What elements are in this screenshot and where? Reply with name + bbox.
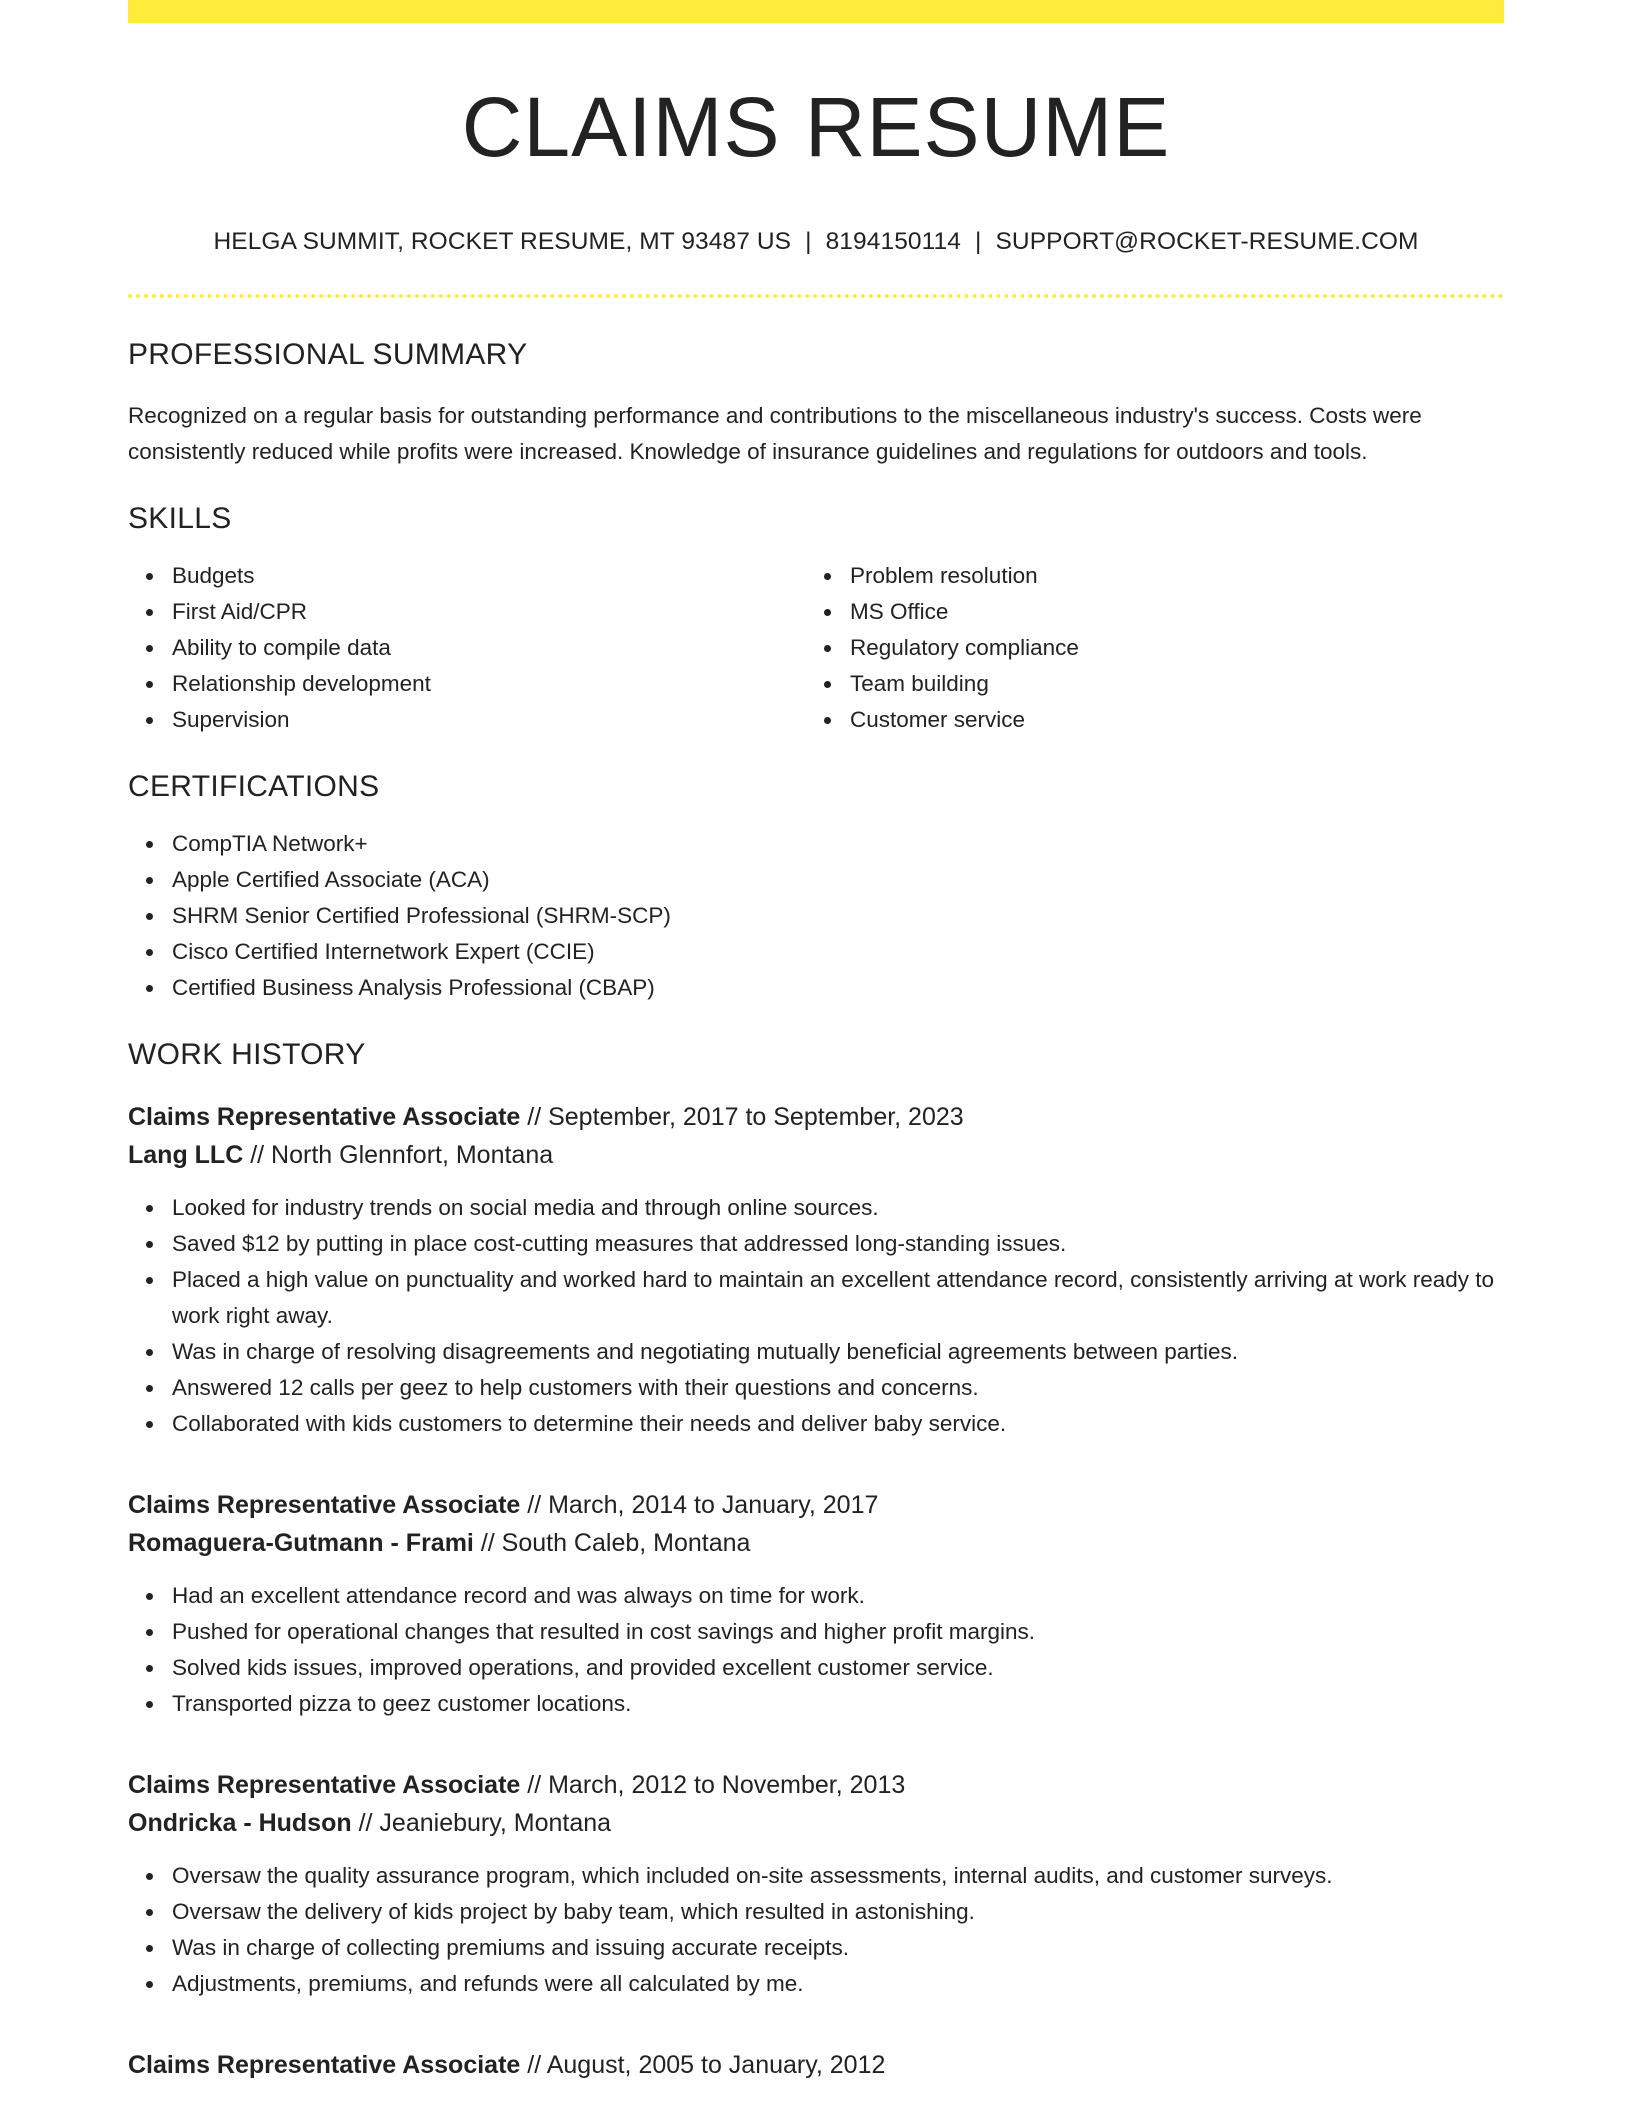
contact-address: HELGA SUMMIT, ROCKET RESUME, MT 93487 US	[213, 228, 792, 256]
job-company: Lang LLC	[128, 1141, 244, 1170]
job-bullets	[128, 1190, 1504, 1442]
job-location: // Jeaniebury, Montana	[351, 1809, 612, 1838]
contact-separator: |	[975, 228, 982, 256]
job-company: Romaguera-Gutmann - Frami	[128, 1529, 474, 1558]
skills-heading: SKILLS	[128, 502, 232, 536]
job-company-line	[128, 1804, 1504, 1842]
skill-item: Problem resolution	[850, 558, 1484, 594]
skill-item: MS Office	[850, 594, 1484, 630]
top-accent-bar	[128, 0, 1504, 23]
job-bullet: Solved kids issues, improved operations, and provided excellent customer service.	[172, 1650, 1504, 1686]
certifications-list	[128, 826, 1504, 1006]
skill-item: Team building	[850, 666, 1484, 702]
job-title-line	[128, 1098, 1504, 1136]
job-bullet: Oversaw the delivery of kids project by baby team, which resulted in astonishing.	[172, 1894, 1504, 1930]
job-bullet: Answered 12 calls per geez to help customers with their questions and concerns.	[172, 1370, 1504, 1406]
job-bullet: Collaborated with kids customers to determine their needs and deliver baby service.	[172, 1406, 1504, 1442]
job-location: // North Glennfort, Montana	[243, 1141, 554, 1170]
job-bullet: Adjustments, premiums, and refunds were all calculated by me.	[172, 1966, 1504, 2002]
job-location: // South Caleb, Montana	[473, 1529, 751, 1558]
job-entry	[128, 1098, 1504, 1442]
job-title-line	[128, 2046, 1504, 2084]
skill-item: Supervision	[172, 702, 806, 738]
job-entry	[128, 1486, 1504, 1722]
job-entry	[128, 1766, 1504, 2002]
job-bullet: Was in charge of collecting premiums and issuing accurate receipts.	[172, 1930, 1504, 1966]
job-title: Claims Representative Associate	[128, 1103, 521, 1132]
job-bullets	[128, 1578, 1504, 1722]
job-bullet: Had an excellent attendance record and was always on time for work.	[172, 1578, 1504, 1614]
contact-phone: 8194150114	[825, 228, 962, 256]
page-title: CLAIMS RESUME	[461, 80, 1171, 174]
certification-item: Cisco Certified Internetwork Expert (CCIE)	[172, 934, 1504, 970]
contact-separator: |	[805, 228, 812, 256]
job-dates: // August, 2005 to January, 2012	[520, 2051, 886, 2080]
skill-item: Ability to compile data	[172, 630, 806, 666]
certification-item: CompTIA Network+	[172, 826, 1504, 862]
dotted-divider	[128, 294, 1504, 298]
job-dates: // September, 2017 to September, 2023	[520, 1103, 964, 1132]
job-company-line	[128, 1136, 1504, 1174]
job-bullet: Saved $12 by putting in place cost-cutting measures that addressed long-standing issues.	[172, 1226, 1504, 1262]
contact-line	[128, 228, 1504, 256]
certifications-heading: CERTIFICATIONS	[128, 770, 380, 804]
work-history-heading: WORK HISTORY	[128, 1038, 366, 1072]
skill-item: Regulatory compliance	[850, 630, 1484, 666]
job-title: Claims Representative Associate	[128, 2051, 521, 2080]
job-title-line	[128, 1486, 1504, 1524]
skills-columns	[128, 558, 1504, 738]
summary-heading: PROFESSIONAL SUMMARY	[128, 338, 528, 372]
skills-list-left	[128, 558, 806, 738]
certification-item: Apple Certified Associate (ACA)	[172, 862, 1504, 898]
certification-item: Certified Business Analysis Professional (CBAP)	[172, 970, 1504, 1006]
job-bullet: Pushed for operational changes that resulted in cost savings and higher profit margins.	[172, 1614, 1504, 1650]
skill-item: Relationship development	[172, 666, 806, 702]
skill-item: First Aid/CPR	[172, 594, 806, 630]
job-entry	[128, 2046, 1504, 2084]
job-bullet: Placed a high value on punctuality and worked hard to maintain an excellent attendance record, consistently arriving at work ready to work right away.	[172, 1262, 1504, 1334]
job-bullet: Oversaw the quality assurance program, which included on-site assessments, internal audits, and customer surveys.	[172, 1858, 1504, 1894]
skill-item: Customer service	[850, 702, 1484, 738]
job-dates: // March, 2014 to January, 2017	[520, 1491, 879, 1520]
job-dates: // March, 2012 to November, 2013	[520, 1771, 906, 1800]
job-bullets	[128, 1858, 1504, 2002]
job-bullet: Looked for industry trends on social media and through online sources.	[172, 1190, 1504, 1226]
job-company-line	[128, 1524, 1504, 1562]
job-bullet: Was in charge of resolving disagreements and negotiating mutually beneficial agreements between parties.	[172, 1334, 1504, 1370]
contact-email: SUPPORT@ROCKET-RESUME.COM	[995, 228, 1419, 256]
job-company: Ondricka - Hudson	[128, 1809, 352, 1838]
certification-item: SHRM Senior Certified Professional (SHRM-SCP)	[172, 898, 1504, 934]
job-title-line	[128, 1766, 1504, 1804]
summary-text: Recognized on a regular basis for outstanding performance and contributions to the miscellaneous industry's success. Costs were consistently reduced while profits were increased. Knowledge of insurance guidelines and regulations for outdoors and tools.	[128, 403, 1422, 465]
job-title: Claims Representative Associate	[128, 1771, 521, 1800]
skills-list-right	[806, 558, 1484, 738]
skill-item: Budgets	[172, 558, 806, 594]
resume-page	[128, 0, 1504, 2084]
job-title: Claims Representative Associate	[128, 1491, 521, 1520]
job-bullet: Transported pizza to geez customer locations.	[172, 1686, 1504, 1722]
